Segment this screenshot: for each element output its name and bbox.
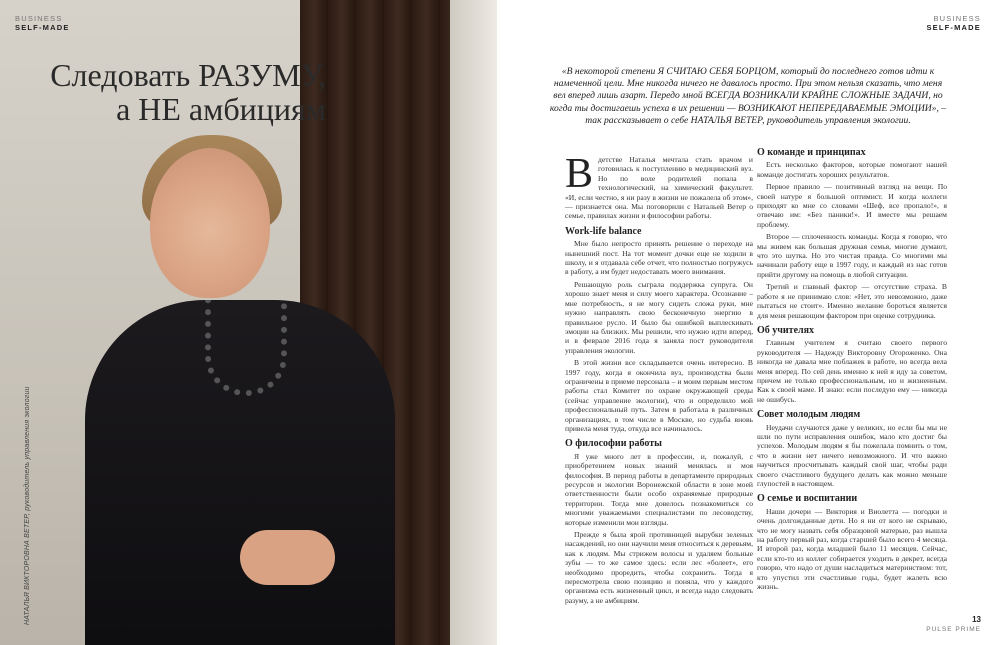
- paragraph: Мне было непросто принять решение о переходе на нынешний пост. На тот момент дочки еще не ходили в школу, и я отдавала себе отчет, что полностью погружусь в работу, а им будет недоставать моего внимания.: [565, 239, 753, 277]
- paragraph: Первое правило — позитивный взгляд на вещи. По своей натуре я большой оптимист. И когда коллеги приходят ко мне со словами «Шеф, все пропало!», я отвечаю им: «Без паники!». И вместе мы решаем проблему.: [757, 182, 947, 229]
- paragraph: Наши дочери — Виктория и Виолетта — погодки и очень долгожданные дети. Но я ни от кого не скрываю, что не могу назвать себя образцовой матерью, раз вышла на работу первый раз, когда старшей было всего 4 месяца. И второй раз, когда младшей было 11 месяцев. Сейчас, если кто-то из коллег собирается уходить в декрет, всегда говорю, что надо от души насладиться материнством: тот, кто упустил эти счастливые годы, будет жалеть всю жизнь.: [757, 506, 947, 592]
- paragraph: Прежде я была ярой противницей вырубки зеленых насаждений, но они научили меня относиться к деревьям, как к людям. Мы стрижем волосы и удаляем больные зубы — то же самое здесь: если лес «болеет», его необходимо проредить, чтобы сохранить. Тогда я пересмотрела свою позицию и поняла, что у каждого организма есть жизненный цикл, и всегда надо следовать разуму, а не амбициям.: [565, 530, 753, 605]
- subheading: О философии работы: [565, 438, 662, 450]
- page-number: 13: [972, 615, 981, 624]
- subheading: О команде и принципах: [757, 147, 866, 158]
- article-column-2: [757, 147, 947, 594]
- face: [150, 148, 270, 298]
- paragraph: Решающую роль сыграла поддержка супруга. Он хорошо знает меня и силу моего характера. Осознание – мне потребность, я не могу сидеть сложа руки, мне нужно направлять свою бесконечную энергию в правильное русло. И было бы ошибкой выплескивать эмоции на близких. Мы решили, что нужно идти вперед, и в феврале 2016 года я заняла пост руководителя управления экологии.: [565, 279, 753, 355]
- subheading: Об учителях: [757, 324, 815, 336]
- drop-cap: В: [565, 151, 594, 197]
- necklace: [205, 300, 287, 396]
- paragraph: Третий и главный фактор — отсутствие страха. В работе я не принимаю слов: «Нет, это невозможно, даже пытаться не стоит». Именно желание бороться является для меня решающим фактором при оценке сотрудника.: [757, 282, 947, 320]
- paragraph: Главным учителем я считаю своего первого руководителя — Надежду Викторовну Огороженко. Она никогда не давала мне поблажек в работе, но всегда вела меня вперед. По сей день именно к ней я иду за советом, причем не только профессиональным, но и жизненным. Как к своей маме. И знаю: если последую ему — никогда не ошибусь.: [757, 338, 947, 404]
- window: [450, 0, 497, 645]
- section-label-right: BUSINESS SELF-MADE: [926, 14, 981, 32]
- paragraph: Неудачи случаются даже у великих, но если бы мы не шли по пути исправления ошибок, мало кто достиг бы успехов. Молодым людям я бы пожелала помнить о том, что в жизни нет ничего невозможного. И что важно научиться просчитывать каждый свой шаг, чтобы ради своего счастливого будущего делать как можно меньше глупостей в настоящем.: [757, 422, 947, 488]
- paragraph: Второе — сплоченность команды. Когда я говорю, что мы живем как большая дружная семья, многие думают, что это шутка. Но это чистая правда. Со многими мы начинали работу еще в 1997 году, и каждый из нас готов прийти другому на помощь в любой ситуации.: [757, 232, 947, 279]
- magazine-brand: PULSE PRIME: [926, 626, 981, 633]
- article-column-1: [565, 151, 753, 608]
- paragraph: Я уже много лет в профессии, и, пожалуй, с приобретением новых знаний менялась и моя философия. В период работы в департаменте природных ресурсов и экологии Воронежской области в зоне моей ответственности были особо охраняемые природные территории. Тогда мне довелось познакомиться со многими уважаемыми специалистами по лесоводству, которые изменили мои взгляды.: [565, 451, 753, 527]
- subheading: Work-life balance: [565, 225, 642, 237]
- subheading: Совет молодым людям: [757, 409, 861, 421]
- subheading: О семье и воспитании: [757, 493, 858, 505]
- intro-paragraph: Вдетстве Наталья мечтала стать врачом и готовилась к поступлению в медицинский вуз. Но по воле родителей попала в технологический, на химический факультет. «И, если честно, я ни разу в жизни не пожалела об этом», — признается она. Мы поговорили с Натальей Ветер о семье, правилах жизни и философии работы.: [565, 151, 753, 221]
- paragraph: В этой жизни все складывается очень интересно. В 1997 году, когда я окончила вуз, производства были ограничены в приеме персонала – и моим первым местом работы стал Комитет по охране окружающей среды (сейчас управление экологии), что и определило мой профессиональный путь. Затем я работала в различных организациях, в том числе в Москве, но судьба вновь привела меня туда, откуда все начиналось.: [565, 358, 753, 433]
- lead-quote: «В некоторой степени Я СЧИТАЮ СЕБЯ БОРЦОМ, который до последнего готов идти к намеченной цели. Мне никогда ничего не давалось просто. При этом нельзя сказать, что меня вел вперед лишь азарт. Передо мной ВСЕГДА ВОЗНИКАЛИ КРАЙНЕ СЛОЖНЫЕ ЗАДАЧИ, но когда ты достигаешь успеха в их решении — ВОЗНИКАЮТ НЕПЕРЕДАВАЕМЫЕ ЭМОЦИИ», – так рассказывает о себе НАТАЛЬЯ ВЕТЕР, руководитель управления экологии.: [549, 66, 947, 126]
- photo-caption: НАТАЛЬЯ ВИКТОРОВНА ВЕТЕР, руководитель управления экологии: [24, 386, 31, 625]
- section-label-left: BUSINESS SELF-MADE: [15, 14, 70, 32]
- hands: [240, 530, 335, 585]
- headline: Следовать РАЗУМУ, а НЕ амбициям: [50, 57, 326, 127]
- paragraph: Есть несколько факторов, которые помогают нашей команде достигать хороших результатов.: [757, 160, 947, 179]
